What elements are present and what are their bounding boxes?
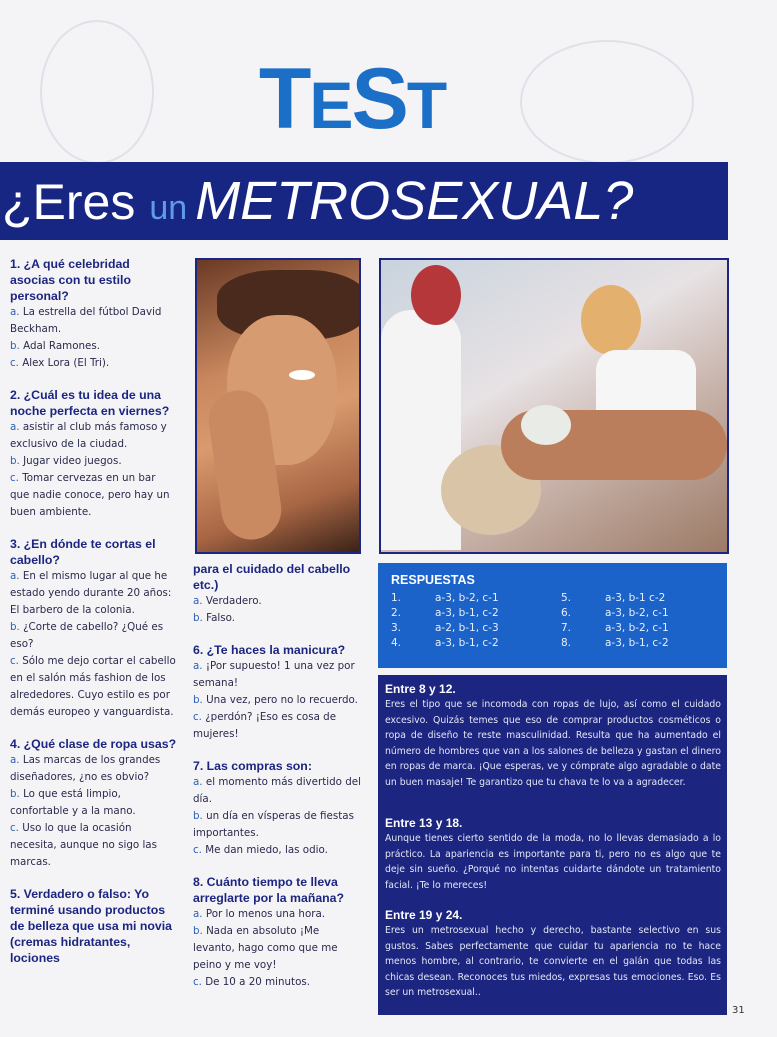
option-letter: b. — [10, 340, 20, 352]
answer-option — [193, 692, 363, 709]
option-letter: a. — [10, 570, 20, 582]
result-heading: Entre 8 y 12. — [385, 682, 456, 696]
answers-key — [378, 563, 727, 668]
score-values: a-3, b-1, c-2 — [435, 607, 499, 619]
man-face-photo — [195, 258, 361, 554]
answer-option — [10, 355, 178, 372]
option-letter: a. — [10, 754, 20, 766]
answer-key-row — [391, 621, 551, 636]
option-letter: c. — [10, 655, 19, 667]
result-heading: Entre 13 y 18. — [385, 816, 463, 830]
score-values: a-3, b-1 c-2 — [605, 592, 666, 604]
result-section — [385, 815, 721, 893]
spacer — [10, 521, 178, 536]
banner-main: METROSEXUAL? — [195, 171, 634, 231]
answer-option — [193, 842, 363, 859]
answer-option — [193, 774, 363, 808]
answer-option — [10, 304, 178, 338]
answer-key-row — [391, 606, 551, 621]
option-text: Una vez, pero no lo recuerdo. — [206, 694, 358, 706]
answer-option — [10, 752, 178, 786]
option-letter: c. — [193, 844, 202, 856]
question-number: 1. — [391, 592, 402, 604]
question-heading: 1. ¿A qué celebridad asocias con tu estilo personal? — [10, 257, 131, 303]
answers-title: RESPUESTAS — [391, 573, 475, 587]
answer-option — [193, 658, 363, 692]
option-text: Nada en absoluto ¡Me levanto, hago como que me peino y me voy! — [193, 925, 338, 971]
question-heading: 8. Cuánto tiempo te lleva arreglarte por la mañana? — [193, 875, 345, 905]
option-letter: c. — [10, 822, 19, 834]
option-text: Adal Ramones. — [23, 340, 101, 352]
result-text: Eres un metrosexual hecho y derecho, bastante selectivo en sus gustos. Sabes perfectamente que cuidar tu apariencia no te hace menos hombre, al contrario, te convierte en el galán que todas las chicas desean. Reconoces tus miedos, expresas tus emociones. Eso. Es ser un metrosexual.. — [385, 925, 721, 998]
answer-option — [10, 619, 178, 653]
title-banner — [0, 162, 728, 240]
option-text: Lo que está limpio, confortable y a la mano. — [10, 788, 136, 817]
question-heading: 3. ¿En dónde te cortas el cabello? — [10, 537, 156, 567]
background-swirl — [520, 40, 694, 164]
question-heading: 6. ¿Te haces la manicura? — [193, 643, 346, 657]
answer-option — [10, 653, 178, 721]
option-text: Verdadero. — [205, 595, 262, 607]
option-letter: a. — [193, 660, 203, 672]
answer-key-row — [391, 591, 551, 606]
option-letter: c. — [193, 711, 202, 723]
option-text: Falso. — [206, 612, 235, 624]
question-number: 4. — [391, 637, 402, 649]
option-letter: a. — [193, 595, 203, 607]
option-letter: b. — [10, 455, 20, 467]
option-text: un día en vísperas de fiestas importantes. — [193, 810, 354, 839]
option-text: De 10 a 20 minutos. — [205, 976, 311, 988]
option-letter: b. — [10, 788, 20, 800]
result-heading: Entre 19 y 24. — [385, 908, 463, 922]
option-letter: b. — [193, 810, 203, 822]
result-text: Eres el tipo que se incomoda con ropas de lujo, así como el cuidado excesivo. Quizás temes que eso de comprar productos cosméticos o ropa de diseño te reste masculinidad. Resulta que ha aumentado el número de hombres que van a los salones de belleza y gastan el dinero en ropas de marca. ¡Que esperas, ve y cómprate algo agradable o date un buen masaje! Te garantizo que tu chava te lo va a agradecer. — [385, 699, 721, 788]
question-heading: 5. Verdadero o falso: Yo terminé usando productos de belleza que usa mi novia (cremas hidratantes, lociones — [10, 887, 172, 965]
option-text: asistir al club más famoso y exclusivo de la ciudad. — [10, 421, 167, 450]
option-letter: a. — [10, 421, 20, 433]
score-values: a-3, b-1, c-2 — [435, 637, 499, 649]
question-heading: 2. ¿Cuál es tu idea de una noche perfecta en viernes? — [10, 388, 170, 418]
questions-column-1 — [10, 256, 178, 966]
answer-option — [193, 923, 363, 974]
spacer — [193, 859, 363, 874]
question-number: 5. — [561, 592, 572, 604]
answer-key-row — [561, 636, 721, 651]
test-title: TEST — [258, 51, 446, 147]
option-text: Me dan miedo, las odio. — [205, 844, 328, 856]
option-text: Sólo me dejo cortar el cabello en el salón más fashion de los alrededores. Cuyo estilo es por demás europeo y vanguardista. — [10, 655, 176, 718]
answer-option — [10, 568, 178, 619]
question-number: 7. — [561, 622, 572, 634]
answer-option — [10, 820, 178, 871]
answer-option — [193, 808, 363, 842]
option-text: Por lo menos una hora. — [205, 908, 326, 920]
answer-key-row — [561, 621, 721, 636]
question-heading: para el cuidado del cabello etc.) — [193, 562, 351, 592]
option-letter: c. — [193, 976, 202, 988]
option-letter: c. — [10, 357, 19, 369]
option-text: Las marcas de los grandes diseñadores, ¿no es obvio? — [10, 754, 161, 783]
answer-option — [193, 593, 363, 610]
background-swirl — [40, 20, 154, 164]
score-values: a-3, b-2, c-1 — [605, 622, 669, 634]
option-text: Tomar cervezas en un bar que nadie conoce, pero hay un buen ambiente. — [10, 472, 170, 518]
option-text: ¡Por supuesto! 1 una vez por semana! — [193, 660, 355, 689]
result-section — [385, 907, 721, 1001]
question-heading: 4. ¿Qué clase de ropa usas? — [10, 737, 177, 751]
spacer — [10, 372, 178, 387]
score-values: a-3, b-2, c-1 — [435, 592, 499, 604]
option-text: el momento más divertido del día. — [193, 776, 361, 805]
banner-prefix: ¿Eres — [2, 174, 136, 230]
answer-option — [193, 610, 363, 627]
option-text: En el mismo lugar al que he estado yendo durante 20 años: El barbero de la colonia. — [10, 570, 172, 616]
option-letter: c. — [10, 472, 19, 484]
option-letter: b. — [193, 694, 203, 706]
score-values: a-3, b-1, c-2 — [605, 637, 669, 649]
spacer — [10, 871, 178, 886]
option-letter: a. — [10, 306, 20, 318]
answer-option — [10, 453, 178, 470]
result-text: Aunque tienes cierto sentido de la moda, no lo llevas demasiado a lo práctico. La apariencia es importante para ti, pero no es algo que te deje sin sueño. ¿Porqué no intentas cuidarte dándote un tratamiento facial. ¡Te lo mereces! — [385, 833, 721, 891]
question-number: 3. — [391, 622, 402, 634]
result-section — [385, 681, 721, 790]
score-values: a-3, b-2, c-1 — [605, 607, 669, 619]
answer-option — [10, 419, 178, 453]
results-panel — [378, 675, 727, 1015]
answer-option — [193, 709, 363, 743]
answer-option — [193, 974, 363, 991]
questions-column-2 — [193, 561, 363, 991]
question-number: 6. — [561, 607, 572, 619]
answer-option — [193, 906, 363, 923]
spacer — [193, 743, 363, 758]
answer-key-row — [561, 606, 721, 621]
spacer — [10, 721, 178, 736]
option-letter: b. — [193, 925, 203, 937]
option-letter: a. — [193, 776, 203, 788]
score-values: a-2, b-1, c-3 — [435, 622, 499, 634]
answer-option — [10, 338, 178, 355]
option-text: Jugar video juegos. — [23, 455, 122, 467]
option-letter: a. — [193, 908, 203, 920]
answer-key-row — [391, 636, 551, 651]
option-letter: b. — [193, 612, 203, 624]
banner-title — [2, 166, 633, 240]
option-text: ¿perdón? ¡Eso es cosa de mujeres! — [193, 711, 337, 740]
page-number: 31 — [732, 1005, 745, 1016]
answer-key-row — [561, 591, 721, 606]
question-number: 2. — [391, 607, 402, 619]
option-letter: b. — [10, 621, 20, 633]
option-text: Alex Lora (El Tri). — [22, 357, 110, 369]
option-text: Uso lo que la ocasión necesita, aunque no sigo las marcas. — [10, 822, 157, 868]
spacer — [193, 627, 363, 642]
banner-un: un — [149, 189, 188, 227]
question-number: 8. — [561, 637, 572, 649]
spa-treatment-photo — [379, 258, 729, 554]
answer-option — [10, 786, 178, 820]
answer-option — [10, 470, 178, 521]
option-text: La estrella del fútbol David Beckham. — [10, 306, 162, 335]
question-heading: 7. Las compras son: — [193, 759, 312, 773]
option-text: ¿Corte de cabello? ¿Qué es eso? — [10, 621, 164, 650]
